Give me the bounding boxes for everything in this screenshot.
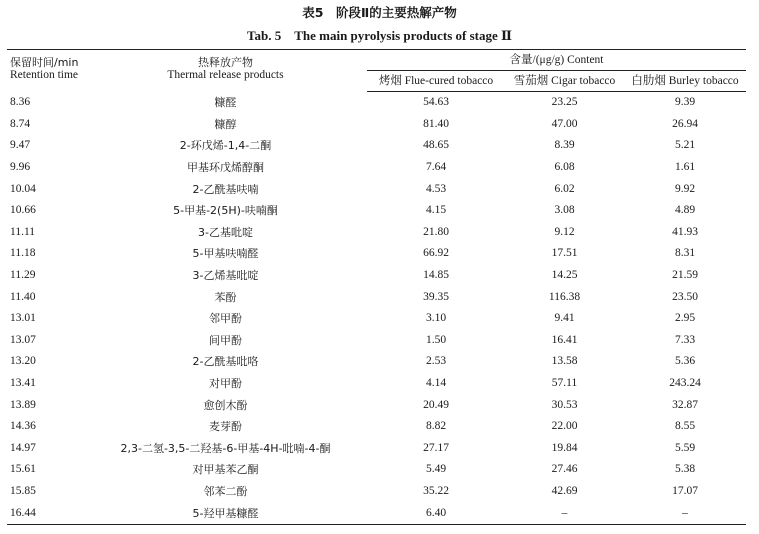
flue-cured-value-cell: 20.49 [423,398,449,411]
product-cell: 愈创木酚 [203,398,248,412]
cigar-value-cell: 23.25 [551,96,578,109]
flue-cured-value-cell: 1.50 [425,333,447,346]
table-row [7,178,746,200]
flue-cured-value-cell: 7.64 [425,161,447,174]
flue-cured-value-cell: 66.92 [423,247,449,260]
flue-cured-header: 烤烟 Flue-cured tobacco [367,71,505,92]
burley-value-cell: – [624,502,746,524]
table-row [7,481,746,503]
table-title-chinese: 表5 阶段Ⅱ的主要热解产物 [302,5,457,20]
burley-value-cell: 8.55 [674,420,696,433]
product-cell: 苯酚 [214,290,237,304]
table-row [7,416,746,438]
cigar-value-cell: 17.51 [551,247,578,260]
table-row [7,438,746,460]
table-body [7,92,746,525]
cigar-value-cell: 16.41 [551,333,578,346]
flue-cured-value-cell: 35.22 [423,484,449,497]
burley-value-cell: 243.24 [669,377,701,390]
retention-time-cell: 10.04 [10,182,36,195]
product-cell: 5-甲基呋喃醛 [192,247,259,261]
burley-value-cell: 21.59 [672,269,698,282]
retention-time-cell: 8.74 [10,117,31,130]
burley-value-cell: 1.61 [674,161,696,174]
cigar-value-cell: – [505,502,624,524]
burley-value-cell: 8.31 [674,247,696,260]
table-row [7,502,746,524]
retention-time-cell: 11.11 [10,225,36,238]
product-cell: 3-乙基吡啶 [198,225,253,239]
burley-value-cell: 5.38 [674,463,696,476]
table-row [7,92,746,114]
retention-time-cell: 13.20 [10,355,36,368]
flue-cured-value-cell: 6.40 [367,502,505,524]
retention-time-cell: 9.96 [10,161,31,174]
flue-cured-value-cell: 27.17 [423,441,449,454]
burley-value-cell: 17.07 [672,484,698,497]
product-cell: 甲基环戊烯醇酮 [187,161,264,175]
table-row [7,243,746,265]
retention-time-cell: 11.40 [10,290,36,303]
flue-cured-value-cell: 54.63 [423,96,449,109]
retention-time-cell: 9.47 [10,139,31,152]
flue-cured-value-cell: 4.15 [425,204,447,217]
table-row [7,351,746,373]
retention-time-cell: 13.41 [10,377,36,390]
table-row [7,222,746,244]
retention-time-cell: 13.07 [10,333,36,346]
product-cell: 2,3-二氢-3,5-二羟基-6-甲基-4H-吡喃-4-酮 [120,441,331,455]
burley-value-cell: 9.39 [674,96,696,109]
cigar-value-cell: 6.08 [554,161,575,174]
flue-cured-value-cell: 21.80 [423,225,449,238]
cigar-value-cell: 6.02 [554,182,575,195]
product-cell: 2-环戊烯-1,4-二酮 [179,139,272,153]
retention-time-cell: 14.97 [10,441,36,454]
product-cell: 对甲基苯乙酮 [192,463,259,477]
cigar-value-cell: 3.08 [554,204,575,217]
retention-time-cell: 14.36 [10,420,36,433]
retention-time-cell: 8.36 [10,96,31,109]
header-row-1 [7,50,746,71]
product-header-en: Thermal release products [167,69,284,81]
retention-time-cell: 11.29 [10,269,36,282]
product-cell: 2-乙酰基吡咯 [192,355,259,369]
cigar-value-cell: 42.69 [551,484,578,497]
burley-value-cell: 9.92 [674,182,696,195]
cigar-value-cell: 9.12 [554,225,575,238]
burley-value-cell: 7.33 [674,333,696,346]
cigar-value-cell: 8.39 [554,139,575,152]
retention-time-cell: 16.44 [7,502,84,524]
retention-time-cell: 10.66 [10,204,36,217]
product-cell: 间甲酚 [209,333,242,347]
burley-value-cell: 2.95 [674,312,696,325]
table-row [7,114,746,136]
table-row [7,135,746,157]
burley-value-cell: 5.21 [674,139,696,152]
cigar-value-cell: 14.25 [551,269,578,282]
retention-time-cell: 11.18 [10,247,36,260]
product-cell: 糠醇 [214,117,237,131]
flue-cured-value-cell: 4.14 [425,377,447,390]
product-cell: 邻苯二酚 [203,484,248,498]
product-cell: 邻甲酚 [209,312,242,326]
burley-value-cell: 5.36 [674,355,696,368]
product-cell: 麦芽酚 [209,420,242,434]
flue-cured-value-cell: 3.10 [425,312,447,325]
retention-time-cell: 13.01 [10,312,36,325]
product-cell: 糠醛 [214,96,237,110]
table-row [7,373,746,395]
cigar-value-cell: 116.38 [548,290,581,303]
table-row [7,330,746,352]
product-cell: 5-甲基-2(5H)-呋喃酮 [173,204,278,218]
table-row [7,286,746,308]
flue-cured-value-cell: 4.53 [425,182,447,195]
table-row [7,394,746,416]
product-header-cn: 热释放产物 [198,56,253,69]
cigar-value-cell: 9.41 [554,312,575,325]
retention-time-header [7,50,84,92]
burley-header: 白肋烟 Burley tobacco [624,71,746,92]
cigar-value-cell: 13.58 [551,355,578,368]
table-row [7,157,746,179]
flue-cured-value-cell: 39.35 [423,290,449,303]
flue-cured-value-cell: 5.49 [425,463,447,476]
retention-time-cell: 15.61 [10,463,36,476]
content-header: 含量/(μg/g) Content [367,50,746,71]
table-row [7,308,746,330]
table-row [7,459,746,481]
burley-value-cell: 23.50 [672,290,698,303]
cigar-value-cell: 19.84 [551,441,578,454]
product-cell: 2-乙酰基呋喃 [192,182,259,196]
cigar-value-cell: 27.46 [551,463,578,476]
burley-value-cell: 4.89 [674,204,696,217]
table-title-english: Tab. 5 The main pyrolysis products of stage Ⅱ [247,28,512,43]
product-header [84,50,367,92]
burley-value-cell: 32.87 [672,398,698,411]
retention-time-header-en: Retention time [10,69,79,81]
flue-cured-value-cell: 48.65 [423,139,449,152]
flue-cured-value-cell: 8.82 [425,420,447,433]
table-row [7,265,746,287]
burley-value-cell: 5.59 [674,441,696,454]
flue-cured-value-cell: 81.40 [423,117,449,130]
table-row [7,200,746,222]
product-cell: 5-羟甲基糠醛 [84,502,367,524]
retention-time-cell: 13.89 [10,398,36,411]
burley-value-cell: 41.93 [672,225,698,238]
flue-cured-value-cell: 2.53 [425,355,447,368]
burley-value-cell: 26.94 [672,117,698,130]
cigar-value-cell: 22.00 [551,420,578,433]
product-cell: 对甲酚 [209,377,242,391]
cigar-value-cell: 47.00 [551,117,578,130]
retention-time-cell: 15.85 [10,484,36,497]
retention-time-header-cn: 保留时间/min [10,56,79,69]
flue-cured-value-cell: 14.85 [423,269,449,282]
cigar-value-cell: 57.11 [551,377,578,390]
pyrolysis-products-table [7,49,746,525]
cigar-header: 雪茄烟 Cigar tobacco [505,71,624,92]
cigar-value-cell: 30.53 [551,398,578,411]
product-cell: 3-乙烯基吡啶 [192,269,259,283]
